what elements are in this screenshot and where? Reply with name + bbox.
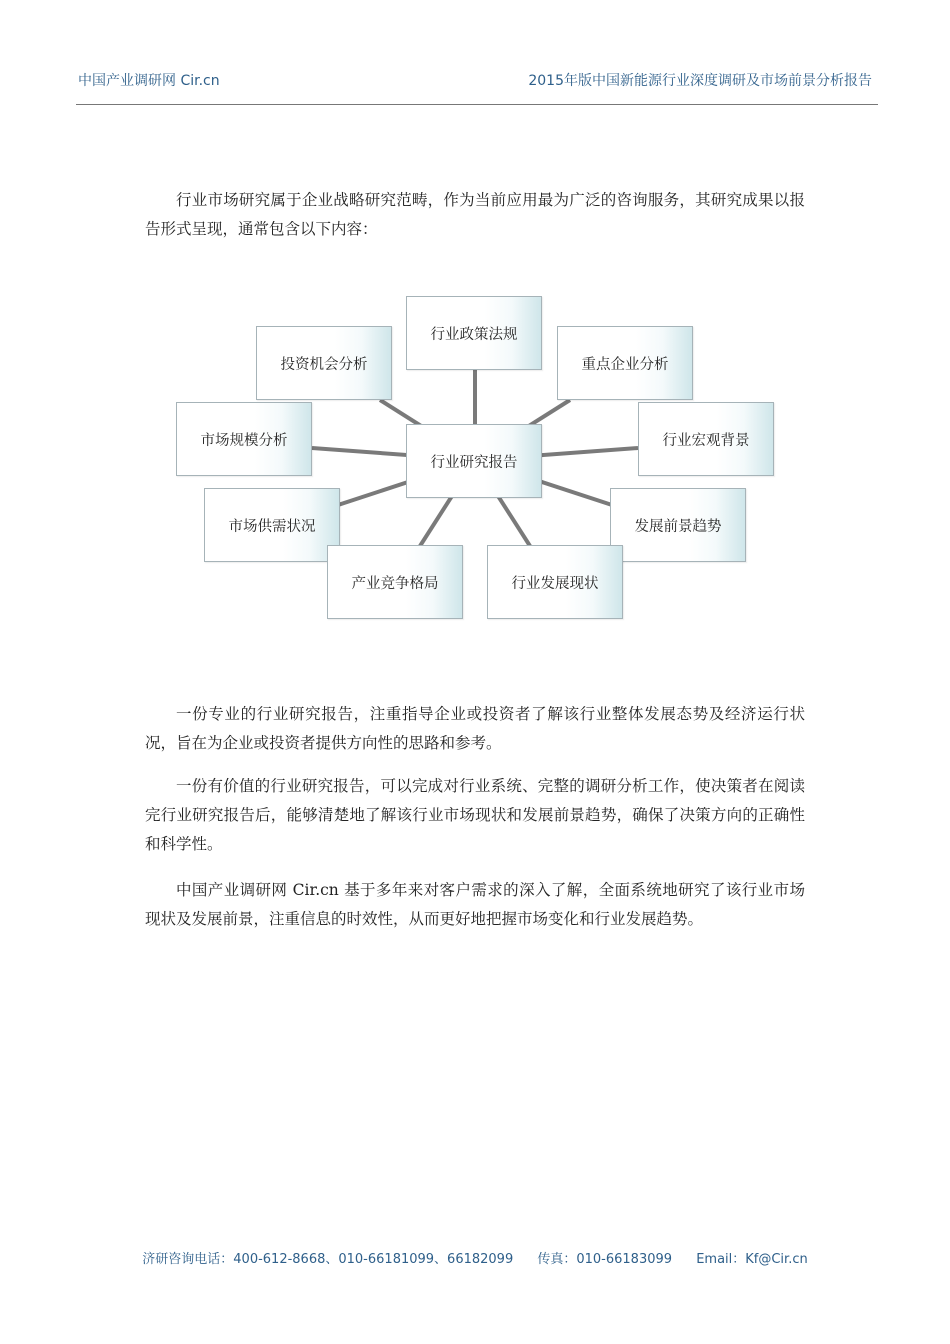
node-supply-demand: 市场供需状况 — [204, 488, 340, 562]
header-report-title: 2015年版中国新能源行业深度调研及市场前景分析报告 — [528, 73, 872, 89]
node-key-companies: 重点企业分析 — [557, 326, 693, 400]
body-paragraph: 一份专业的行业研究报告，注重指导企业或投资者了解该行业整体发展态势及经济运行状况，旨在为企业或投资者提供方向性的思路和参考。 — [145, 705, 805, 752]
footer-contact — [0, 1248, 950, 1267]
node-status: 行业发展现状 — [487, 545, 623, 619]
footer-phone: 济研咨询电话：400-612-8668、010-66181099、66182099 — [142, 1252, 514, 1267]
body-paragraph: 中国产业调研网 Cir.cn 基于多年来对客户需求的深入了解，全面系统地研究了该行业市场现状及发展前景，注重信息的时效性，从而更好地把握市场变化和行业发展趋势。 — [145, 881, 805, 928]
node-market-size: 市场规模分析 — [176, 402, 312, 476]
header-divider — [76, 104, 878, 105]
node-competition: 产业竞争格局 — [327, 545, 463, 619]
header-site-name: 中国产业调研网 Cir.cn — [78, 73, 220, 89]
node-center: 行业研究报告 — [406, 424, 542, 498]
node-investment: 投资机会分析 — [256, 326, 392, 400]
body-paragraph: 一份有价值的行业研究报告，可以完成对行业系统、完整的调研分析工作，使决策者在阅读完行业研究报告后，能够清楚地了解该行业市场现状和发展前景趋势，确保了决策方向的正确性和科学性。 — [145, 777, 805, 853]
footer-fax: 传真：010-66183099 — [537, 1252, 673, 1267]
intro-paragraph: 行业市场研究属于企业战略研究范畴，作为当前应用最为广泛的咨询服务，其研究成果以报告形式呈现，通常包含以下内容： — [145, 191, 805, 238]
footer-email: Email：Kf@Cir.cn — [696, 1252, 808, 1267]
node-macro: 行业宏观背景 — [638, 402, 774, 476]
node-policy: 行业政策法规 — [406, 296, 542, 370]
node-prospect: 发展前景趋势 — [610, 488, 746, 562]
